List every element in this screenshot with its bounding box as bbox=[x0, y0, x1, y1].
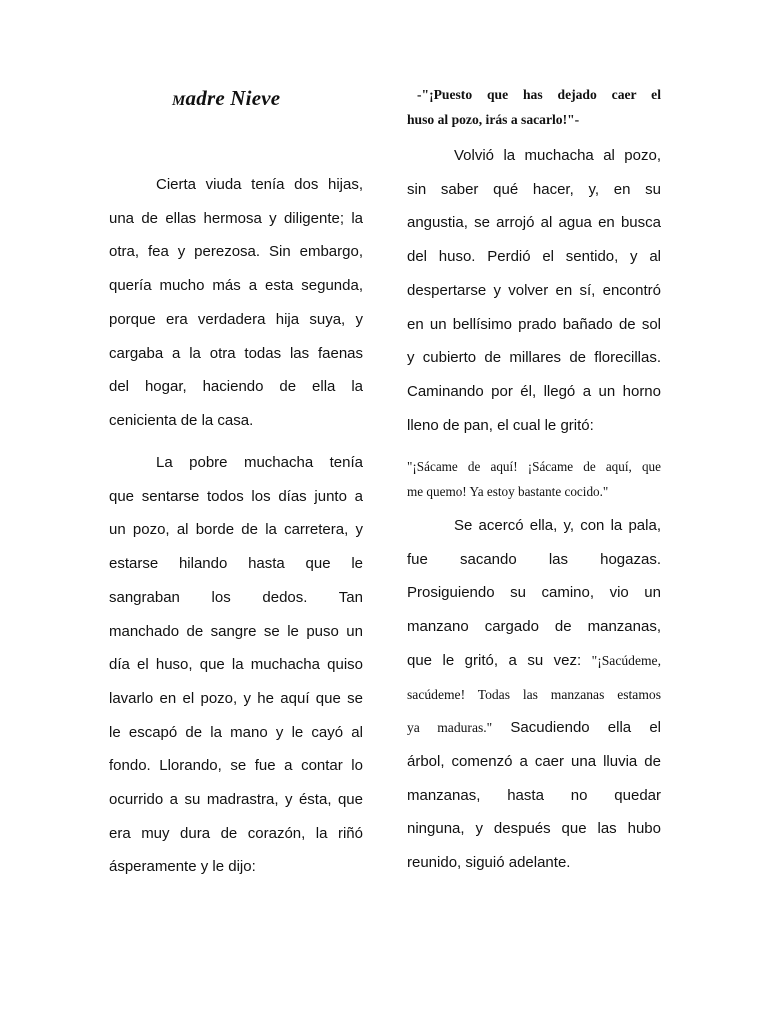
apple-tree-quote-start: "¡Sacúdeme, bbox=[591, 652, 661, 668]
text-line: otra, fea y perezosa. Sin embargo, bbox=[109, 243, 363, 261]
text-line: manchado de sangre se le puso un bbox=[109, 622, 363, 640]
apple-tree-quote-middle: sacúdeme! Todas las manzanas estamos bbox=[407, 686, 661, 702]
text-line: reunido, siguió adelante. bbox=[407, 854, 571, 872]
text-line: lavarlo en el pozo, y he aquí que se bbox=[109, 689, 363, 707]
text-line: le escapó de la mano y le cayó al bbox=[109, 723, 363, 741]
apple-tree-quote-end: ya maduras." bbox=[407, 720, 493, 736]
text-line: cenicienta de la casa. bbox=[109, 411, 254, 429]
text-line: fue sacando las hogazas. bbox=[407, 550, 661, 568]
text-line: que sentarse todos los días junto a bbox=[109, 487, 363, 505]
stepmother-quote bbox=[407, 82, 661, 132]
paragraph-3 bbox=[407, 139, 661, 442]
text-line bbox=[407, 644, 661, 678]
text-line: manzano cargado de manzanas, bbox=[407, 618, 661, 636]
text-line: sin saber qué hacer, y, en su bbox=[407, 180, 661, 198]
text-line: sangraban los dedos. Tan bbox=[109, 588, 363, 606]
text-line: despertarse y volver en sí, encontró bbox=[407, 281, 661, 299]
text-line: del huso. Perdió el sentido, y al bbox=[407, 248, 661, 266]
paragraph-4 bbox=[407, 509, 661, 880]
paragraph-1 bbox=[109, 168, 363, 438]
text-segment: Sacudiendo ella el bbox=[492, 719, 661, 737]
text-line: Caminando por él, llegó a un horno bbox=[407, 382, 661, 400]
text-line: Se acercó ella, y, con la pala, bbox=[454, 517, 661, 534]
paragraph-2 bbox=[109, 446, 363, 884]
text-line: día el huso, que la muchacha quiso bbox=[109, 656, 363, 674]
story-title bbox=[172, 86, 280, 111]
text-line: Prosiguiendo su camino, vio un bbox=[407, 584, 661, 602]
oven-quote bbox=[407, 454, 661, 504]
text-line: Cierta viuda tenía dos hijas, bbox=[156, 176, 363, 193]
text-line: una de ellas hermosa y diligente; la bbox=[109, 209, 363, 227]
text-line: Volvió la muchacha al pozo, bbox=[454, 147, 661, 164]
text-line: -"¡Puesto que has dejado caer el bbox=[417, 87, 661, 102]
text-line: quería mucho más a esta segunda, bbox=[109, 277, 363, 295]
text-line: era muy dura de corazón, la riñó bbox=[109, 824, 363, 842]
text-segment: que le gritó, a su vez: bbox=[407, 651, 592, 669]
text-line: ásperamente y le dijo: bbox=[109, 858, 256, 876]
text-line: huso al pozo, irás a sacarlo!"- bbox=[407, 112, 580, 127]
text-line: árbol, comenzó a caer una lluvia de bbox=[407, 752, 661, 770]
text-line: del hogar, haciendo de ella la bbox=[109, 378, 363, 396]
text-line: porque era verdadera hija suya, y bbox=[109, 310, 363, 328]
text-line: ocurrido a su madrastra, y ésta, que bbox=[109, 791, 363, 809]
title-rest: adre Nieve bbox=[185, 86, 281, 110]
text-line: en un bellísimo prado bañado de sol bbox=[407, 315, 661, 333]
text-line: angustia, se arrojó al agua en busca bbox=[407, 214, 661, 232]
text-line: un pozo, al borde de la carretera, y bbox=[109, 521, 363, 539]
text-line: me quemo! Ya estoy bastante cocido." bbox=[407, 484, 609, 499]
text-line bbox=[407, 678, 661, 712]
text-line: manzanas, hasta no quedar bbox=[407, 786, 661, 804]
text-line: "¡Sácame de aquí! ¡Sácame de aquí, que bbox=[407, 459, 661, 474]
text-line: La pobre muchacha tenía bbox=[156, 454, 363, 471]
text-line: lleno de pan, el cual le gritó: bbox=[407, 416, 594, 434]
text-line: estarse hilando hasta que le bbox=[109, 555, 363, 573]
text-line: cargaba a la otra todas las faenas bbox=[109, 344, 363, 362]
text-line: fondo. Llorando, se fue a contar lo bbox=[109, 757, 363, 775]
text-line: ninguna, y después que las hubo bbox=[407, 820, 661, 838]
text-line bbox=[407, 711, 661, 745]
title-initial: M bbox=[172, 93, 186, 109]
text-line: y cubierto de millares de florecillas. bbox=[407, 349, 661, 367]
